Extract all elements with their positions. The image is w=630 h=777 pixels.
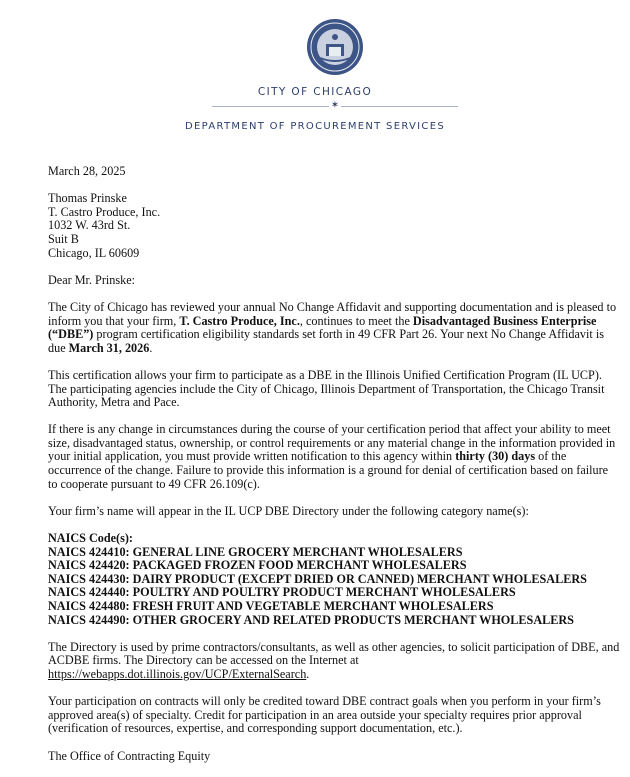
recipient-company: T. Castro Produce, Inc. [48, 204, 161, 219]
paragraph-change-notice [48, 423, 620, 491]
star-icon: ✶ [330, 100, 340, 111]
text: The Directory is used by prime contractors/consultants, as well as other agencies, to solicit participation of DBE, and ACDBE firms. The Directory can be accessed on the Internet at [48, 639, 620, 668]
text: . [306, 666, 310, 681]
naics-code: NAICS 424430: DAIRY PRODUCT (EXCEPT DRIED OR CANNED) MERCHANT WHOLESALERS [48, 571, 587, 586]
naics-code: NAICS 424410: GENERAL LINE GROCERY MERCHANT WHOLESALERS [48, 544, 463, 559]
text: , continues to meet the [299, 313, 413, 328]
naics-list [48, 532, 620, 627]
letter-date: March 28, 2025 [48, 164, 126, 178]
recipient-suite: Suit B [48, 231, 79, 246]
text: . [149, 340, 153, 355]
paragraph-participation: This certification allows your firm to participate as a DBE in the Illinois Unified Certification Program (IL UCP). The participating agencies include the City of Chicago, Illinois Department of Transportation, the Chicago Transit Authority, Metra and Pace. [48, 367, 605, 410]
naics-code: NAICS 424440: POULTRY AND POULTRY PRODUCT MERCHANT WHOLESALERS [48, 585, 516, 600]
notice-period: thirty (30) days [455, 449, 536, 464]
recipient-street: 1032 W. 43rd St. [48, 218, 131, 233]
program-name: Disadvantaged Business Enterprise (“DBE”) [48, 313, 597, 342]
salutation: Dear Mr. Prinske: [48, 272, 135, 287]
naics-heading: NAICS Code(s): [48, 531, 133, 546]
paragraph-credit-rules: Your participation on contracts will only be credited toward DBE contract goals when you perform in your firm’s approved area(s) of specialty. Credit for participation in an area outside your specialty requires prior approval (verification of resources, expertise, and corresponding support documentation, etc.). [48, 694, 601, 736]
city-seal-icon [306, 18, 364, 76]
paragraph-certification-status [48, 301, 620, 355]
naics-code: NAICS 424480: FRESH FRUIT AND VEGETABLE MERCHANT WHOLESALERS [48, 599, 494, 613]
recipient-address [48, 192, 620, 260]
signoff: The Office of Contracting Equity [48, 748, 211, 763]
letterhead [0, 0, 630, 140]
city-name: CITY OF CHICAGO [257, 86, 373, 98]
department-name: DEPARTMENT OF PROCUREMENT SERVICES [185, 121, 445, 132]
text: If there is any change in circumstances during the course of your certification period that affect your ability to meet size, disadvantaged status, ownership, or control requirements or any material change in the information provided in your initial application, you must provide written notification to this agency within [48, 422, 616, 464]
due-date: March 31, 2026 [68, 340, 150, 355]
naics-code: NAICS 424490: OTHER GROCERY AND RELATED PRODUCTS MERCHANT WHOLESALERS [48, 612, 574, 627]
text: of the occurrence of the change. Failure to provide this information is a ground for denial of certification based on failure to cooperate pursuant to 49 CFR 26.109(c). [48, 449, 609, 491]
naics-code: NAICS 424420: PACKAGED FROZEN FOOD MERCHANT WHOLESALERS [48, 558, 467, 573]
paragraph-directory-usage [48, 641, 620, 682]
firm-name: T. Castro Produce, Inc. [179, 313, 300, 328]
letter-body [48, 165, 620, 777]
recipient-city: Chicago, IL 60609 [48, 245, 140, 260]
directory-link[interactable]: https://webapps.dot.illinois.gov/UCP/ExternalSearch [48, 666, 307, 681]
paragraph-directory-intro: Your firm’s name will appear in the IL UCP DBE Directory under the following category name(s): [48, 503, 529, 518]
text: program certification eligibility standards set forth in 49 CFR Part 26. Your next No Change Affidavit is due [48, 327, 604, 355]
recipient-name: Thomas Prinske [48, 191, 127, 206]
text: The City of Chicago has reviewed your annual No Change Affidavit and supporting documentation and is pleased to inform you that your firm, [48, 299, 617, 328]
